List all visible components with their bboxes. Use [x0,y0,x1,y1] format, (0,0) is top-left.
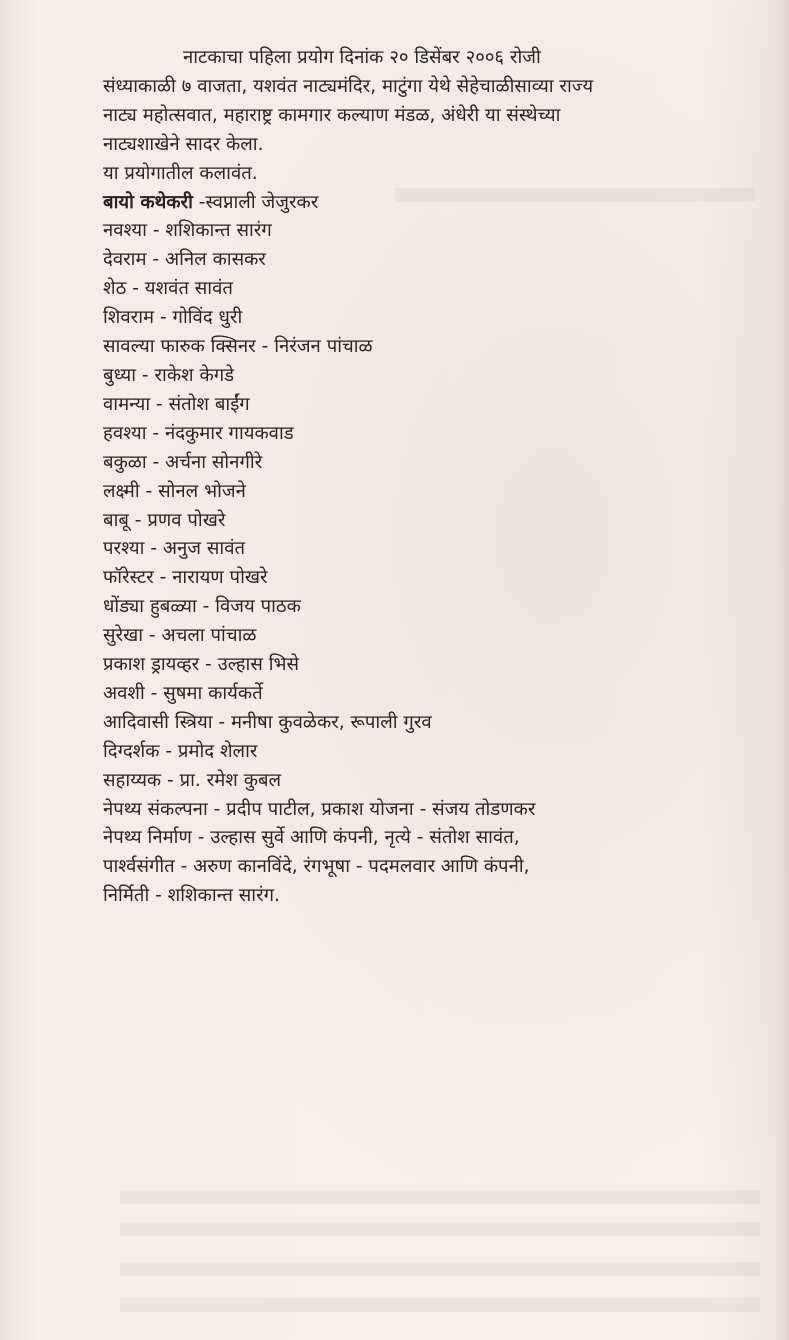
cast-actor: राकेश केगडे [154,364,235,386]
cast-entry [103,680,773,709]
cast-separator: - [126,278,145,300]
bleed-through-mark [120,1262,760,1276]
cast-actor: नंदकुमार गायकवाड [164,422,294,444]
cast-entry [103,420,773,449]
cast-role: प्रकाश ड्रायव्हर [103,654,200,676]
cast-separator: - [154,307,173,329]
crew-separator: - [161,769,180,791]
cast-role: शिवराम [103,307,155,329]
cast-separator: - [212,711,231,733]
cast-actor: उल्हास भिसे [217,654,300,676]
cast-role: बायो कथेकरी [103,191,193,213]
cast-entry [103,478,773,507]
cast-actor: सुषमा कार्यकर्ते [163,682,263,704]
bleed-through-mark [120,1222,760,1236]
credits-line: नेपथ्य निर्माण - उल्हास सुर्वे आणि कंपनी, नृत्ये - संतोश सावंत, [103,827,520,849]
cast-separator: - [146,451,166,473]
cast-actor: मनीषा कुवळेकर, रूपाली गुरव [230,711,432,733]
intro-line [103,44,773,73]
cast-role: बकुळा [103,451,147,473]
cast-role: फॉरेस्टर [103,567,154,589]
cast-separator: - [146,220,166,242]
production-credits [103,796,773,912]
cast-separator: - [144,682,164,704]
cast-entry [103,275,773,304]
cast-entry [103,622,773,651]
cast-actor: स्वप्नाली जेजुरकर [205,191,319,213]
bleed-through-mark [120,1190,760,1204]
cast-entry [103,564,773,593]
cast-role: बुध्या [103,364,137,386]
cast-actor: प्रणव पोखरे [147,509,226,531]
cast-actor: अर्चना सोनगीरे [165,451,263,473]
cast-actor: नारायण पोखरे [172,567,268,589]
intro-line: नाट्य महोत्सवात, महाराष्ट्र कामगार कल्याण मंडळ, अंधेरी या संस्थेच्या [103,104,561,126]
cast-separator: - [144,538,163,560]
crew-person: प्रा. रमेश कुबल [179,769,282,791]
cast-entry [103,246,773,275]
cast-separator: - [128,509,148,531]
cast-role: देवराम [103,249,147,271]
cast-role: नवश्या [103,220,147,242]
cast-entry [103,333,773,362]
cast-entry [103,304,773,333]
cast-actor: अनुज सावंत [162,538,246,560]
cast-entry [103,593,773,622]
page-edge-shadow [775,0,789,1340]
cast-actor: विजय पाठक [215,596,301,618]
cast-role: लक्ष्मी [103,480,140,502]
cast-entry [103,535,773,564]
cast-role: अवशी [103,682,145,704]
cast-actor: निरंजन पांचाळ [274,336,373,358]
cast-actor: सोनल भोजने [158,480,246,502]
intro-line: संध्याकाळी ७ वाजता, यशवंत नाट्यमंदिर, माटुंगा येथे सेहेचाळीसाव्या राज्य [103,75,594,97]
cast-entry [103,709,773,738]
cast-role: धोंड्या हुबळ्या [103,596,197,618]
cast-role: सुरेखा [103,625,143,647]
cast-separator: - [150,393,169,415]
cast-role: आदिवासी स्त्रिया [103,711,213,733]
cast-separator: - [192,191,206,213]
cast-entry [103,449,773,478]
cast-role: सावल्या फारुक क्सिनर [103,336,256,358]
cast-separator: - [146,249,165,271]
cast-separator: - [196,596,216,618]
intro-line: नाट्यशाखेने सादर केला. [103,133,264,155]
cast-role: शेठ [103,278,127,300]
crew-list [103,738,773,796]
crew-separator: - [159,740,178,762]
cast-heading: या प्रयोगातील कलावंत. [103,162,258,184]
cast-separator: - [139,480,159,502]
credits-line: नेपथ्य संकल्पना - प्रदीप पाटील, प्रकाश योजना - संजय तोडणकर [103,798,536,820]
cast-separator: - [255,336,275,358]
cast-actor: संतोश बाईंग [168,393,250,415]
crew-role: दिग्दर्शक [103,740,160,762]
cast-entry [103,651,773,680]
cast-separator: - [146,422,165,444]
intro-line-text: नाटकाचा पहिला प्रयोग दिनांक २० डिसेंबर २००६ रोजी [183,47,541,68]
cast-actor: गोविंद धुरी [172,307,243,329]
cast-role: बाबू [103,509,129,531]
cast-entry [103,189,773,218]
crew-role: सहाय्यक [103,769,162,791]
cast-separator: - [136,364,155,386]
crew-entry [103,767,773,796]
cast-actor: अनिल कासकर [164,249,266,271]
intro-paragraph [103,44,773,160]
cast-actor: शशिकान्त सारंग [165,220,272,242]
cast-list [103,189,773,738]
cast-actor: अचला पांचाळ [161,625,257,647]
crew-entry [103,738,773,767]
credits-line: निर्मिती - शशिकान्त सारंग. [103,885,280,907]
cast-entry [103,362,773,391]
cast-separator: - [143,625,162,647]
cast-role: हवश्या [103,422,147,444]
cast-actor: यशवंत सावंत [144,278,233,300]
cast-separator: - [199,654,218,676]
cast-entry [103,507,773,536]
page-content [103,44,773,911]
bleed-through-mark [120,1298,760,1312]
cast-separator: - [153,567,173,589]
crew-person: प्रमोद शेलार [177,740,258,762]
cast-role: परश्या [103,538,145,560]
cast-role: वामन्या [103,393,151,415]
cast-entry [103,217,773,246]
credits-line: पार्श्वसंगीत - अरुण कानविंदे, रंगभूषा - पदमलवार आणि कंपनी, [103,856,530,878]
cast-entry [103,391,773,420]
